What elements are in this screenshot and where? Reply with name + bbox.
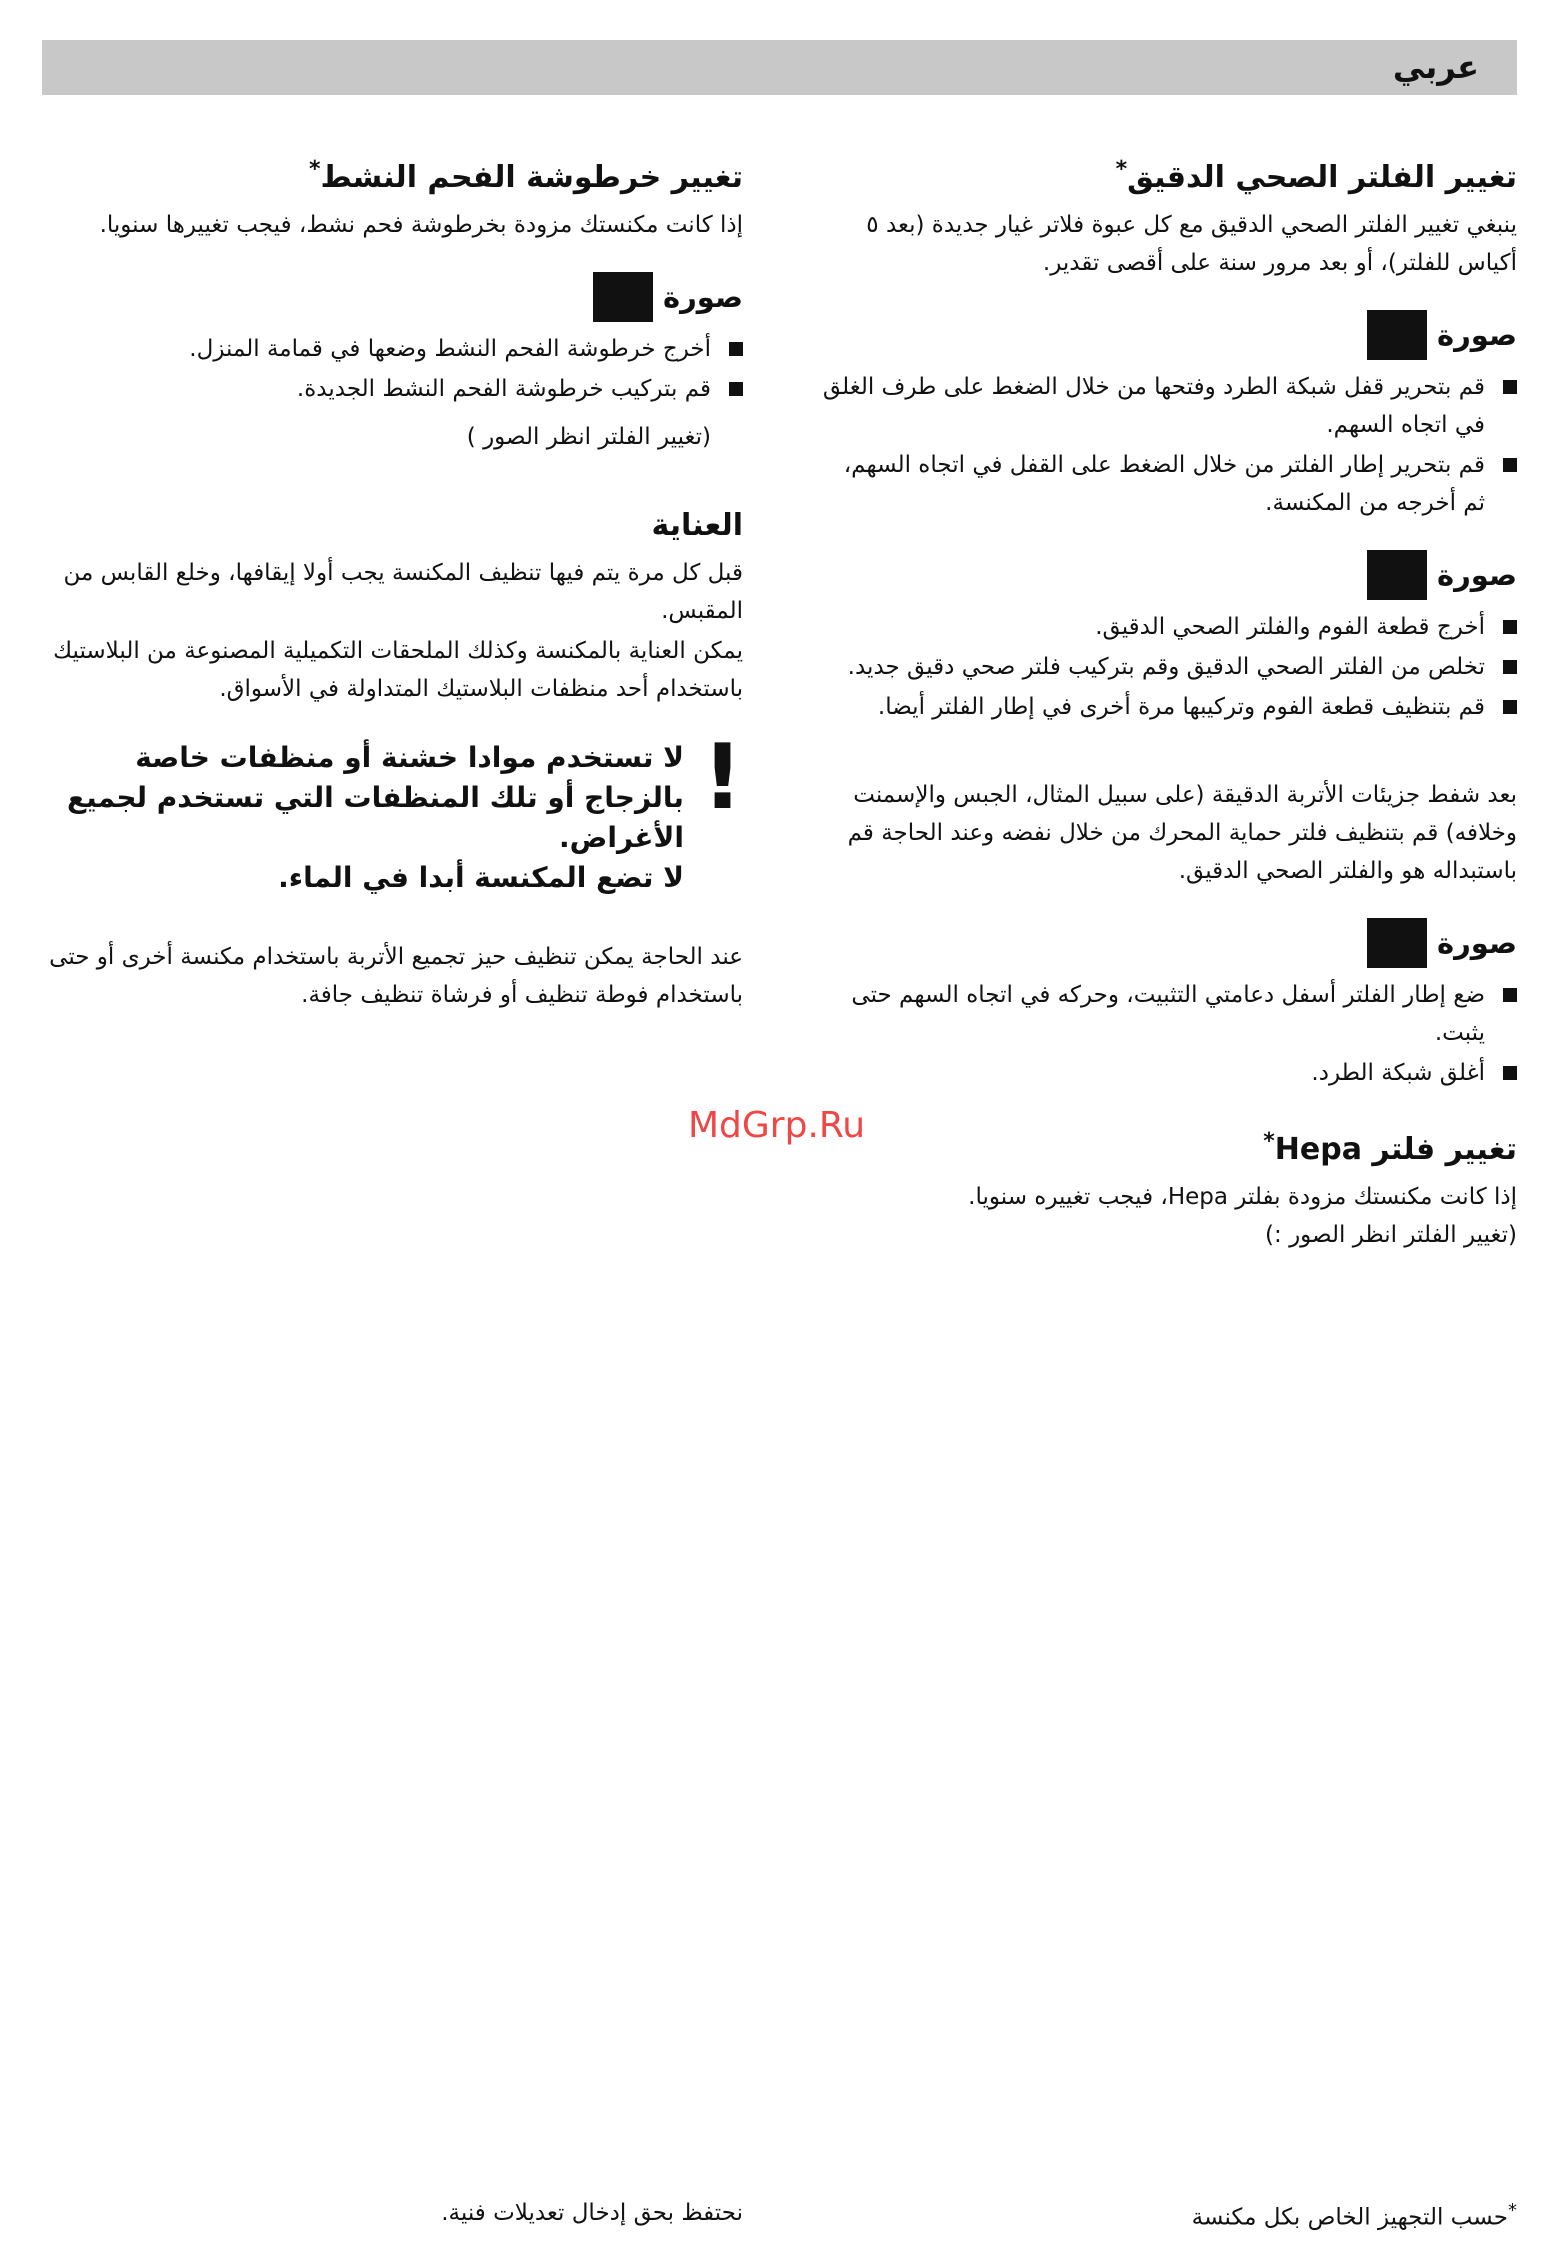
language-label: عربي [1392,48,1479,86]
fine-dust-note: بعد شفط جزيئات الأتربة الدقيقة (على سبيل المثال، الجبس والإسمنت وخلافه) قم بتنظيف فلتر حماية المحرك من خلال نفضه وعند الحاجة قم باستبداله هو والفلتر الصحي الدقيق. [847,782,1517,884]
picture-reference-box [1367,550,1427,600]
list-item: أخرج خرطوشة الفحم النشط وضعها في قمامة المنزل. [43,330,743,368]
footer-note-left: نحتفظ بحق إدخال تعديلات فنية. [441,2200,743,2226]
picture-reference-box [1367,310,1427,360]
fine-filter-steps-1 [817,368,1517,522]
language-header-bar [42,40,1517,95]
hepa-title: تغيير فلتر Hepa* [1263,1129,1517,1167]
fine-filter-title: تغيير الفلتر الصحي الدقيق* [1115,157,1517,195]
list-item: أغلق شبكة الطرد. [817,1054,1517,1092]
picture-reference-box [1367,918,1427,968]
list-item: أخرج قطعة الفوم والفلتر الصحي الدقيق. [817,608,1517,646]
fine-filter-intro: ينبغي تغيير الفلتر الصحي الدقيق مع كل عبوة فلاتر غيار جديدة (بعد ٥ أكياس للفلتر)، أو بعد مرور سنة على أقصى تقدير. [866,212,1517,276]
list-item: قم بتركيب خرطوشة الفحم النشط الجديدة. [43,370,743,408]
picture-heading-3: صورة [817,918,1517,968]
care-paragraph-1: قبل كل مرة يتم فيها تنظيف المكنسة يجب أولا إيقافها، وخلع القابس من المقبس. [63,560,743,624]
carbon-title: تغيير خرطوشة الفحم النشط* [309,157,743,195]
right-column [817,148,1517,1266]
watermark-logo: MdGrp.Ru [688,1105,866,1146]
care-paragraph-2: يمكن العناية بالمكنسة وكذلك الملحقات التكميلية المصنوعة من البلاستيك باستخدام أحد منظفات البلاستيك المتداولة في الأسواق. [53,638,743,702]
care-paragraph-3: عند الحاجة يمكن تنظيف حيز تجميع الأتربة باستخدام مكنسة أخرى أو حتى باستخدام فوطة تنظيف أو فرشاة تنظيف جافة. [49,944,743,1008]
fine-filter-steps-3 [817,976,1517,1092]
carbon-intro: إذا كانت مكنستك مزودة بخرطوشة فحم نشط، فيجب تغييرها سنويا. [99,212,743,238]
carbon-steps [43,330,743,408]
picture-reference-box [593,272,653,322]
warning-text-1: لا تستخدم موادا خشنة أو منظفات خاصة بالزجاج أو تلك المنظفات التي تستخدم لجميع الأغراض. [67,741,684,854]
hepa-intro: إذا كانت مكنستك مزودة بفلتر Hepa، فيجب تغييره سنويا. [968,1184,1517,1210]
left-column [43,148,743,1026]
warning-icon: ! [701,725,743,830]
picture-heading-carbon: صورة [43,272,743,322]
list-item: تخلص من الفلتر الصحي الدقيق وقم بتركيب فلتر صحي دقيق جديد. [817,648,1517,686]
footer-note-right: *حسب التجهيز الخاص بكل مكنسة [1191,2200,1517,2231]
fine-filter-steps-2 [817,608,1517,726]
list-item: قم بتحرير إطار الفلتر من خلال الضغط على القفل في اتجاه السهم، ثم أخرجه من المكنسة. [817,446,1517,522]
list-item: قم بتنظيف قطعة الفوم وتركيبها مرة أخرى في إطار الفلتر أيضا. [817,688,1517,726]
picture-heading-2: صورة [817,550,1517,600]
care-title: العناية [651,508,743,543]
picture-heading-1: صورة [817,310,1517,360]
warning-text-2: لا تضع المكنسة أبدا في الماء. [278,861,684,894]
hepa-see-pictures: (تغيير الفلتر انظر الصور :) [1265,1222,1517,1248]
list-item: ضع إطار الفلتر أسفل دعامتي التثبيت، وحركه في اتجاه السهم حتى يثبت. [817,976,1517,1052]
warning-block [43,725,743,898]
carbon-see-pictures: (تغيير الفلتر انظر الصور ) [466,424,711,450]
list-item: قم بتحرير قفل شبكة الطرد وفتحها من خلال الضغط على طرف الغلق في اتجاه السهم. [817,368,1517,444]
